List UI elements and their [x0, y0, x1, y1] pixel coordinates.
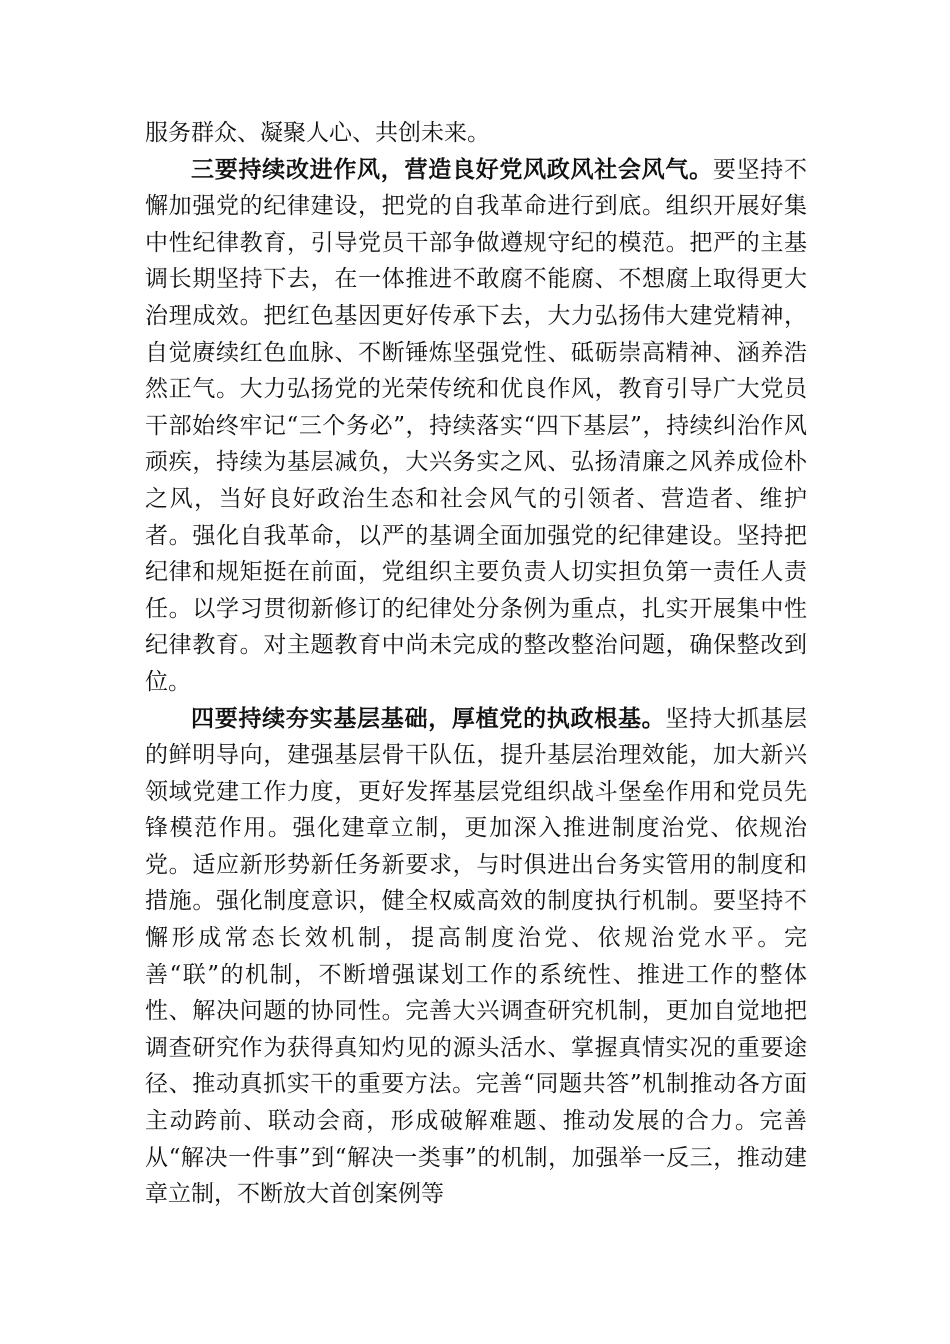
section-heading: 四要持续夯实基层基础，厚植党的执政根基。: [191, 704, 666, 732]
paragraph-body: 坚持大抓基层的鲜明导向，建强基层骨干队伍，提升基层治理效能，加大新兴领域党建工作力度，更好发挥基层党组织战斗堡垒作用和党员先锋模范作用。强化建章立制，更加深入推进制度治党、依规治党。适应新形势新任务新要求，与时俱进出台务实管用的制度和措施。强化制度意识，健全权威高效的制度执行机制。要坚持不懈形成常态长效机制，提高制度治党、依规治党水平。完善“联”的机制，不断增强谋划工作的系统性、推进工作的整体性、解决问题的协同性。完善大兴调查研究机制，更加自觉地把调查研究作为获得真知灼见的源头活水、掌握真情实况的重要途径、推动真抓实干的重要方法。完善“同题共答”机制推动各方面主动跨前、联动会商，形成破解难题、推动发展的合力。完善从“解决一件事”到“解决一类事”的机制，加强举一反三，推动建章立制，不断放大首创案例等: [145, 705, 808, 1208]
document-page: [145, 115, 807, 1213]
paragraph-section-three: [145, 152, 807, 701]
paragraph-body: 服务群众、凝聚人心、共创未来。: [145, 120, 490, 146]
paragraph-body: 要坚持不懈加强党的纪律建设，把党的自我革命进行到底。组织开展好集中性纪律教育，引导党员干部争做遵规守纪的模范。把严的主基调长期坚持下去，在一体推进不敢腐不能腐、不想腐上取得更大治理成效。把红色基因更好传承下去，大力弘扬伟大建党精神，自觉赓续红色血脉、不断锤炼坚强党性、砥砺崇高精神、涵养浩然正气。大力弘扬党的光荣传统和优良作风，教育引导广大党员干部始终牢记“三个务必”，持续落实“四下基层”，持续纠治作风顽疾，持续为基层减负，大兴务实之风、弘扬清廉之风养成俭朴之风，当好良好政治生态和社会风气的引领者、营造者、维护者。强化自我革命，以严的基调全面加强党的纪律建设。坚持把纪律和规矩挺在前面，党组织主要负责人切实担负第一责任人责任。以学习贯彻新修订的纪律处分条例为重点，扎实开展集中性纪律教育。对主题教育中尚未完成的整改整治问题，确保整改到位。: [145, 156, 808, 695]
paragraph-section-four: [145, 701, 807, 1213]
paragraph-continuation: [145, 115, 807, 152]
section-heading: 三要持续改进作风，营造良好党风政风社会风气。: [191, 155, 713, 183]
